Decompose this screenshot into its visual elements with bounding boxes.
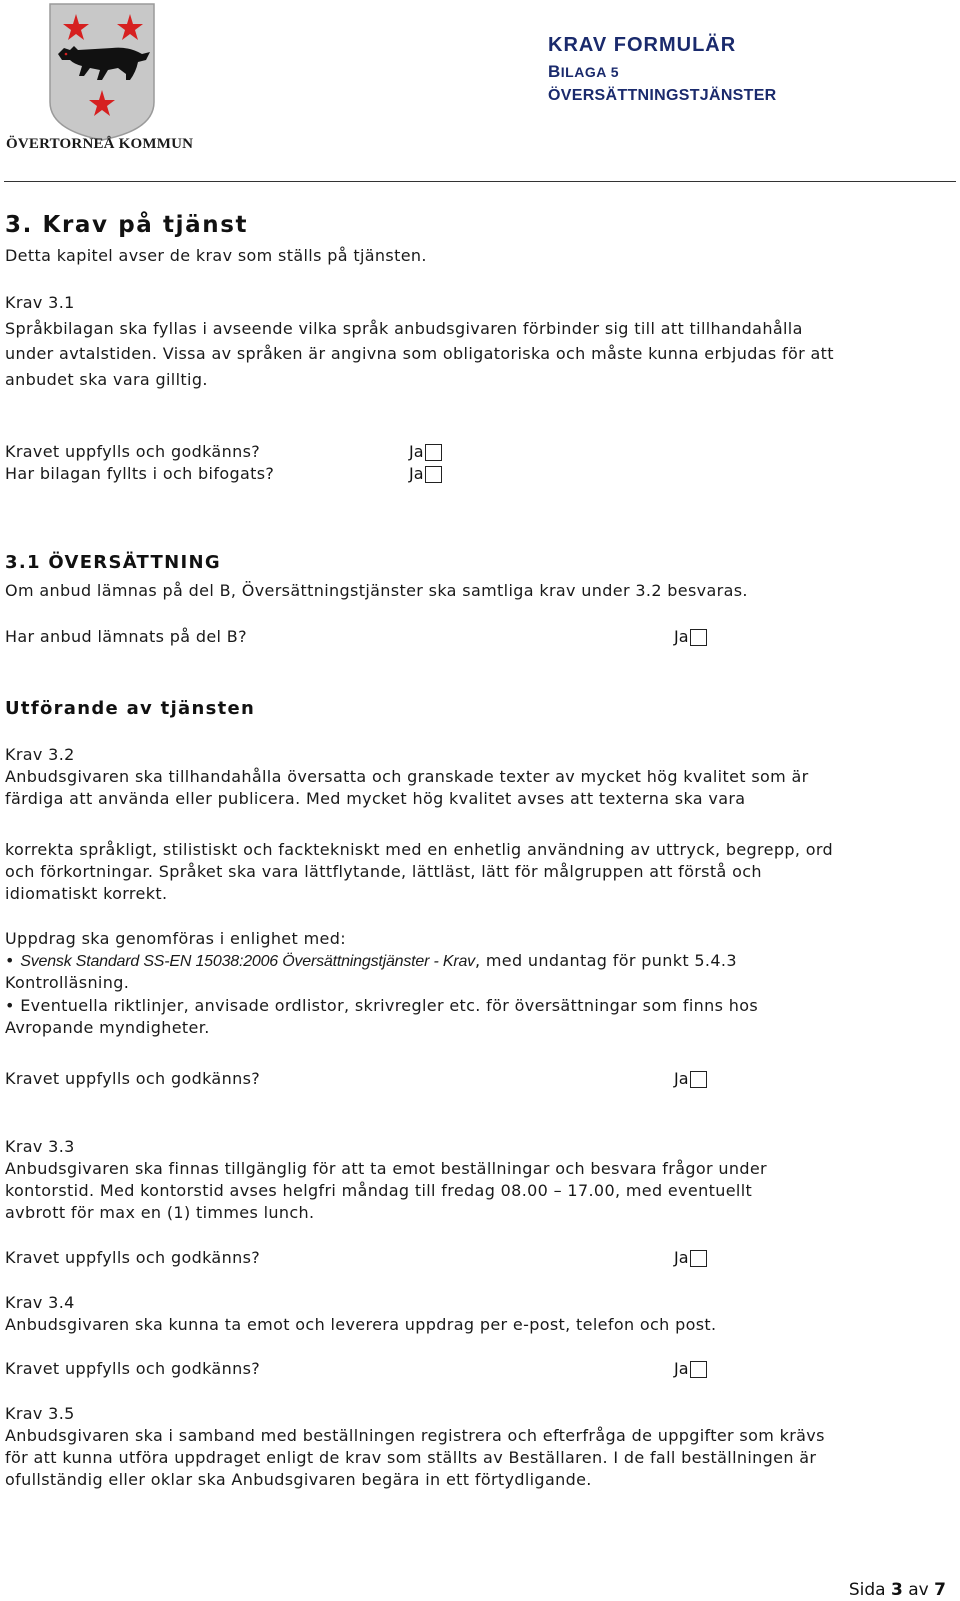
bullet-standard-cont: Kontrolläsning.	[5, 973, 130, 992]
checkbox-krav-3-4[interactable]	[674, 1358, 707, 1380]
standard-reference: Svensk Standard SS-EN 15038:2006 Översättningstjänster - Krav	[20, 953, 475, 970]
question-krav-3-2: Kravet uppfylls och godkänns?	[5, 1069, 261, 1088]
form-subtitle: ÖVERSÄTTNINGSTJÄNSTER	[548, 87, 777, 104]
krav-3-5-text-line: Anbudsgivaren ska i samband med beställningen registrera och efterfråga de uppgifter som krävs	[5, 1426, 825, 1445]
header-divider	[4, 181, 956, 182]
bullet-riktlinjer-cont: Avropande myndigheter.	[5, 1018, 210, 1037]
annex-label	[548, 62, 777, 82]
krav-3-4-label: Krav 3.4	[5, 1293, 75, 1312]
checkbox-box[interactable]	[690, 1250, 707, 1267]
annex-rest: ILAGA 5	[560, 64, 619, 80]
total-pages: 7	[934, 1580, 946, 1600]
bullet-standard	[5, 950, 737, 973]
checkbox-del-b[interactable]	[674, 626, 707, 648]
krav-3-2-text-line: korrekta språkligt, stilistiskt och facktekniskt med en enhetlig användning av uttryck, begrepp, ord	[5, 840, 833, 859]
krav-3-1-text-line: Språkbilagan ska fyllas i avseende vilka språk anbudsgivaren förbinder sig till att tillhandahålla	[5, 319, 803, 338]
checkbox-krav-3-1[interactable]	[409, 441, 442, 463]
document-title-block	[548, 34, 777, 105]
krav-3-1-text-line: under avtalstiden. Vissa av språken är angivna som obligatoriska och måste kunna erbjudas för att	[5, 344, 834, 363]
standard-exception: , med undantag för punkt 5.4.3	[474, 951, 737, 970]
subsection-heading-oversattning: 3.1 ÖVERSÄTTNING	[5, 552, 221, 573]
checkbox-bilaga[interactable]	[409, 463, 442, 485]
question-krav-3-4: Kravet uppfylls och godkänns?	[5, 1359, 261, 1378]
current-page: 3	[891, 1580, 903, 1600]
krav-3-2-text-line: färdiga att använda eller publicera. Med mycket hög kvalitet avses att texterna ska vara	[5, 789, 746, 808]
form-title: KRAV FORMULÄR	[548, 34, 737, 56]
checkbox-label: Ja	[674, 627, 689, 646]
page-separator: av	[902, 1580, 935, 1600]
question-del-b: Har anbud lämnats på del B?	[5, 627, 247, 646]
question-krav-3-1: Kravet uppfylls och godkänns?	[5, 442, 261, 461]
page-prefix: Sida	[848, 1580, 892, 1600]
krav-3-1-text-line: anbudet ska vara gilltig.	[5, 370, 208, 389]
krav-3-2-label: Krav 3.2	[5, 745, 75, 764]
krav-3-5-text-line: ofullständig eller oklar ska Anbudsgivaren begära in ett förtydligande.	[5, 1470, 592, 1489]
checkbox-krav-3-3[interactable]	[674, 1247, 707, 1269]
section-heading: 3. Krav på tjänst	[5, 212, 249, 238]
question-bilaga: Har bilagan fyllts i och bifogats?	[5, 464, 275, 483]
checkbox-box[interactable]	[690, 1071, 707, 1088]
krav-3-3-label: Krav 3.3	[5, 1137, 75, 1156]
bullet-mark: •	[5, 951, 21, 970]
krav-3-3-text-line: Anbudsgivaren ska finnas tillgänglig för att ta emot beställningar och besvara frågor under	[5, 1159, 767, 1178]
question-krav-3-3: Kravet uppfylls och godkänns?	[5, 1248, 261, 1267]
municipality-name: ÖVERTORNEÅ KOMMUN	[6, 136, 194, 152]
krav-3-5-label: Krav 3.5	[5, 1404, 75, 1423]
checkbox-label: Ja	[674, 1069, 689, 1088]
checkbox-krav-3-2[interactable]	[674, 1068, 707, 1090]
checkbox-box[interactable]	[690, 1361, 707, 1378]
krav-3-4-text: Anbudsgivaren ska kunna ta emot och leverera uppdrag per e-post, telefon och post.	[5, 1315, 717, 1334]
checkbox-box[interactable]	[425, 444, 442, 461]
section-intro: Detta kapitel avser de krav som ställs på tjänsten.	[5, 246, 427, 265]
krav-3-2-text-line: idiomatiskt korrekt.	[5, 884, 168, 903]
page-number	[849, 1580, 946, 1600]
checkbox-label: Ja	[409, 464, 424, 483]
krav-3-1-label: Krav 3.1	[5, 293, 75, 312]
bullet-riktlinjer: • Eventuella riktlinjer, anvisade ordlistor, skrivregler etc. för översättningar som finns hos	[5, 996, 759, 1015]
annex-first-letter: B	[548, 62, 561, 81]
utforande-heading: Utförande av tjänsten	[5, 698, 256, 719]
krav-3-3-text-line: avbrott för max en (1) timmes lunch.	[5, 1203, 315, 1222]
krav-3-2-text-line: och förkortningar. Språket ska vara lättflytande, lättläst, lätt för målgruppen att förstå och	[5, 862, 762, 881]
checkbox-label: Ja	[674, 1248, 689, 1267]
page-header	[0, 0, 960, 182]
checkbox-label: Ja	[409, 442, 424, 461]
krav-3-5-text-line: för att kunna utföra uppdraget enligt de krav som ställts av Beställaren. I de fall beställningen är	[5, 1448, 817, 1467]
checkbox-box[interactable]	[425, 466, 442, 483]
krav-3-3-text-line: kontorstid. Med kontorstid avses helgfri måndag till fredag 08.00 – 17.00, med eventuellt	[5, 1181, 753, 1200]
uppdrag-intro: Uppdrag ska genomföras i enlighet med:	[5, 929, 346, 948]
subsection-text: Om anbud lämnas på del B, Översättningstjänster ska samtliga krav under 3.2 besvaras.	[5, 581, 748, 600]
checkbox-label: Ja	[674, 1359, 689, 1378]
krav-3-2-text-line: Anbudsgivaren ska tillhandahålla översatta och granskade texter av mycket hög kvalitet som är	[5, 767, 809, 786]
checkbox-box[interactable]	[690, 629, 707, 646]
